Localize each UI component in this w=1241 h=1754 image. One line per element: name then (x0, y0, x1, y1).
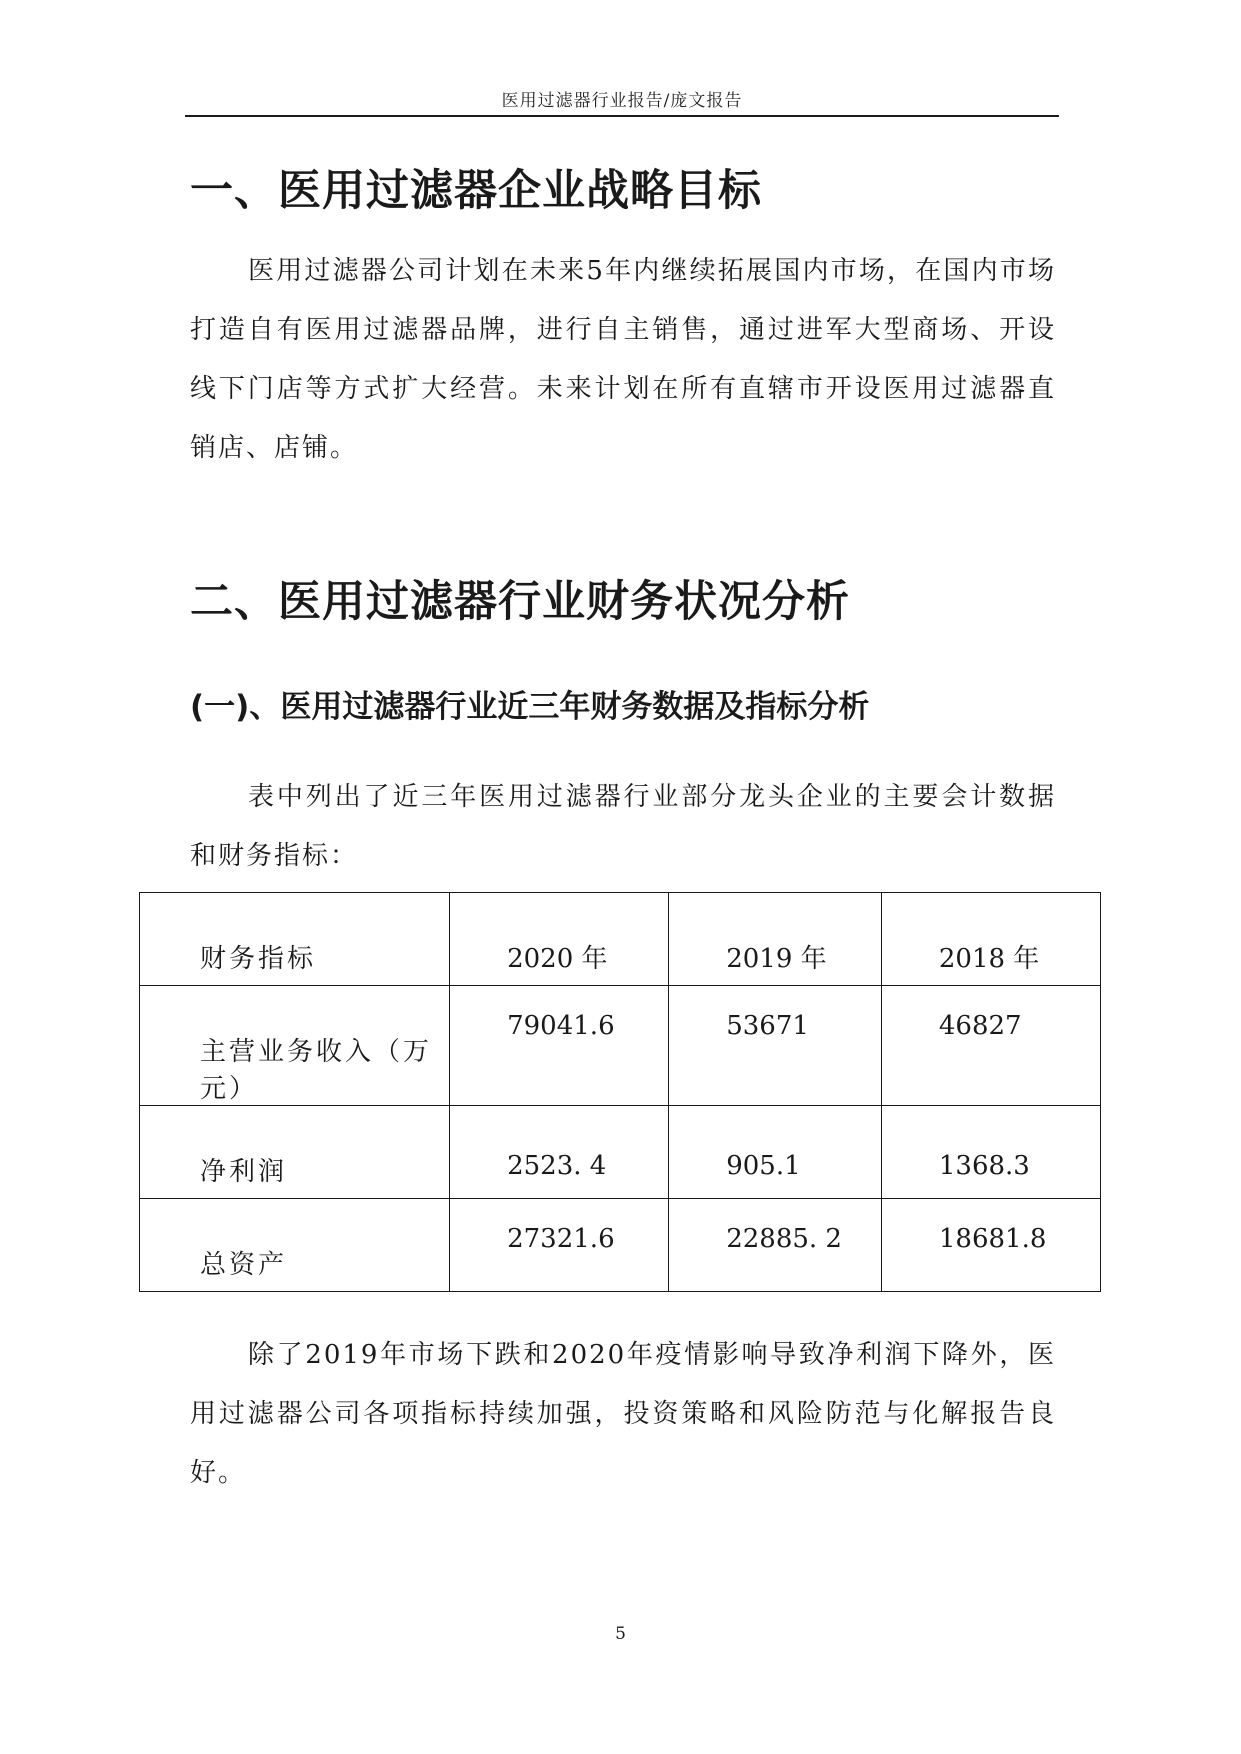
table-cell-value: 79041.6 (450, 986, 669, 1106)
table-header-cell: 2019 年 (669, 893, 882, 986)
table-cell-label: 总资产 (140, 1199, 450, 1292)
table-row (140, 1106, 1101, 1199)
table-cell-value: 18681.8 (881, 1199, 1100, 1292)
table-cell-value: 27321.6 (450, 1199, 669, 1292)
table-row (140, 1199, 1101, 1292)
table-cell-value: 53671 (669, 986, 882, 1106)
table-cell-label: 净利润 (140, 1106, 450, 1199)
table-cell-value: 1368.3 (881, 1106, 1100, 1199)
section-2-subheading: (一)、医用过滤器行业近三年财务数据及指标分析 (190, 689, 870, 725)
table-cell-value: 46827 (881, 986, 1100, 1106)
page-number: 5 (615, 1624, 626, 1644)
table-header-cell: 2018 年 (881, 893, 1100, 986)
table-cell-value: 2523. 4 (450, 1106, 669, 1199)
financial-data-table (139, 892, 1101, 1292)
section-1-heading: 一、医用过滤器企业战略目标 (190, 166, 762, 216)
table-header-cell: 财务指标 (140, 893, 450, 986)
section-2-heading: 二、医用过滤器行业财务状况分析 (190, 577, 850, 627)
table-header-row (140, 893, 1101, 986)
running-header: 医用过滤器行业报告/庞文报告 (501, 91, 743, 111)
table-cell-label: 主营业务收入（万元） (140, 986, 450, 1106)
section-1-paragraph: 医用过滤器公司计划在未来5年内继续拓展国内市场，在国内市场打造自有医用过滤器品牌，进行自主销售，通过进军大型商场、开设线下门店等方式扩大经营。未来计划在所有直辖市开设医用过滤器直销店、店铺。 (190, 256, 1056, 463)
table-cell-value: 905.1 (669, 1106, 882, 1199)
table-cell-value: 22885. 2 (669, 1199, 882, 1292)
table-intro-paragraph: 表中列出了近三年医用过滤器行业部分龙头企业的主要会计数据和财务指标： (190, 782, 1056, 871)
header-rule (185, 115, 1059, 117)
conclusion-paragraph: 除了2019年市场下跌和2020年疫情影响导致净利润下降外，医用过滤器公司各项指标持续加强，投资策略和风险防范与化解报告良好。 (190, 1340, 1056, 1488)
table-header-cell: 2020 年 (450, 893, 669, 986)
table-row (140, 986, 1101, 1106)
